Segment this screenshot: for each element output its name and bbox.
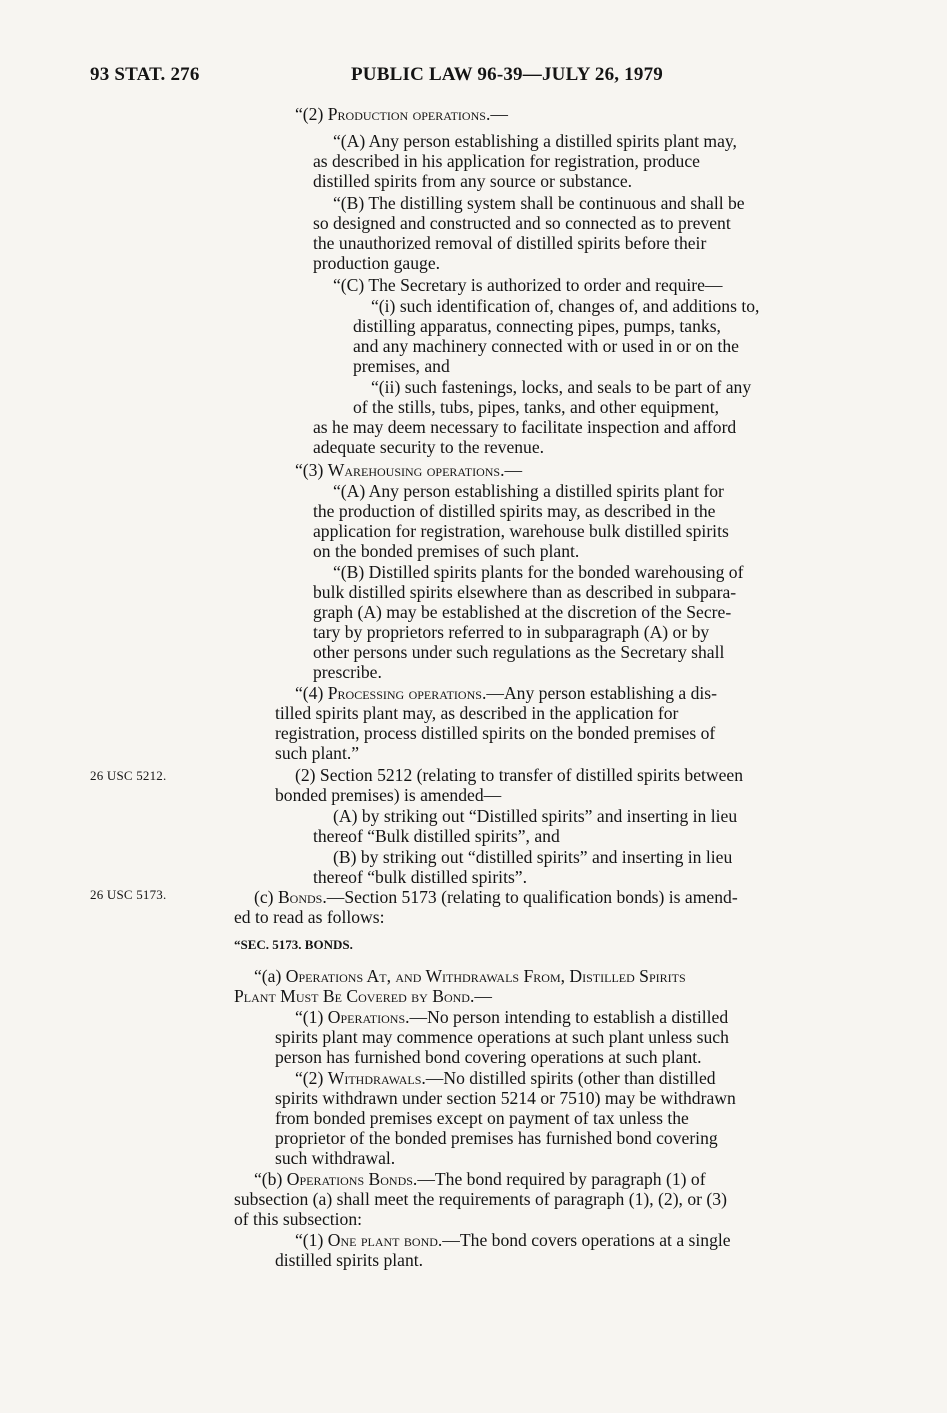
subpara-2a-line: distilled spirits from any source or substance. [313,171,633,191]
paragraph-3-heading: “(3) Warehousing operations.— [295,460,523,480]
paragraph-a2-line: from bonded premises except on payment of tax unless the [275,1108,689,1128]
subpara-2a-line: as described in his application for registration, produce [313,151,700,171]
clause-2c-i-line: “(i) such identification of, changes of, and additions to, [371,296,760,316]
paragraph-a1-line: “(1) Operations.—No person intending to establish a distilled [295,1007,729,1027]
paragraph-a1-line: person has furnished bond covering operations at such plant. [275,1047,702,1067]
subsection-b-line: subsection (a) shall meet the requirements of paragraph (1), (2), or (3) [234,1189,727,1209]
subpara-3a-line: application for registration, warehouse bulk distilled spirits [313,521,729,541]
subpara-2a-line: “(A) Any person establishing a distilled spirits plant may, [333,131,737,151]
amendment-2-line: bonded premises) is amended— [275,785,502,805]
margin-note-usc-5173: 26 USC 5173. [90,887,167,902]
clause-2c-i-line: premises, and [353,356,450,376]
subpara-2c-tail-line: as he may deem necessary to facilitate inspection and afford [313,417,737,437]
subpara-2b-line: the unauthorized removal of distilled spirits before their [313,233,707,253]
clause-2c-i-line: distilling apparatus, connecting pipes, pumps, tanks, [353,316,721,336]
amendment-2b-line: thereof “bulk distilled spirits”. [313,867,528,887]
subpara-3b-line: prescribe. [313,662,382,682]
paragraph-b1-line: “(1) One plant bond.—The bond covers operations at a single [295,1230,731,1250]
paragraph-4-line: registration, process distilled spirits on the bonded premises of [275,723,716,743]
amendment-2-line: (2) Section 5212 (relating to transfer of distilled spirits between [295,765,744,785]
amendment-2a-line: (A) by striking out “Distilled spirits” and inserting in lieu [333,806,738,826]
paragraph-4-line: such plant.” [275,743,360,763]
paragraph-a2-line: spirits withdrawn under section 5214 or 7510) may be withdrawn [275,1088,736,1108]
amendment-2a-line: thereof “Bulk distilled spirits”, and [313,826,560,846]
subpara-2c-line: “(C) The Secretary is authorized to order and require— [333,275,723,295]
subpara-3b-line: “(B) Distilled spirits plants for the bonded warehousing of [333,562,744,582]
paragraph-4-line: “(4) Processing operations.—Any person establishing a dis- [295,683,717,703]
margin-note-usc-5212: 26 USC 5212. [90,768,167,783]
page-stat-citation: 93 STAT. 276 [90,64,200,85]
page-running-title: PUBLIC LAW 96-39—JULY 26, 1979 [351,64,663,85]
subpara-3b-line: other persons under such regulations as the Secretary shall [313,642,725,662]
subsection-a-heading: Plant Must Be Covered by Bond.— [234,986,492,1006]
clause-2c-ii-line: “(ii) such fastenings, locks, and seals to be part of any [371,377,752,397]
paragraph-a2-line: “(2) Withdrawals.—No distilled spirits (other than distilled [295,1068,716,1088]
section-5173-heading: “SEC. 5173. BONDS. [234,937,353,952]
subpara-3b-line: bulk distilled spirits elsewhere than as described in subpara- [313,582,737,602]
paragraph-4-line: tilled spirits plant may, as described in the application for [275,703,679,723]
paragraph-a1-line: spirits plant may commence operations at such plant unless such [275,1027,729,1047]
subpara-3b-line: graph (A) may be established at the discretion of the Secre- [313,602,732,622]
subsection-b-line: of this subsection: [234,1209,363,1229]
subpara-3a-line: on the bonded premises of such plant. [313,541,580,561]
clause-2c-ii-line: of the stills, tubs, pipes, tanks, and other equipment, [353,397,719,417]
subpara-2b-line: so designed and constructed and so connected as to prevent [313,213,731,233]
subpara-2b-line: production gauge. [313,253,441,273]
subsection-b-line: “(b) Operations Bonds.—The bond required by paragraph (1) of [254,1169,706,1189]
clause-2c-i-line: and any machinery connected with or used in or on the [353,336,739,356]
subpara-2c-tail-line: adequate security to the revenue. [313,437,545,457]
paragraph-b1-line: distilled spirits plant. [275,1250,424,1270]
amendment-2b-line: (B) by striking out “distilled spirits” and inserting in lieu [333,847,733,867]
subsection-c-line: ed to read as follows: [234,907,385,927]
subpara-3a-line: “(A) Any person establishing a distilled spirits plant for [333,481,724,501]
paragraph-2-heading: “(2) Production operations.— [295,104,508,124]
subpara-3a-line: the production of distilled spirits may, as described in the [313,501,716,521]
subsection-c-line: (c) Bonds.—Section 5173 (relating to qualification bonds) is amend- [254,887,738,907]
paragraph-a2-line: such withdrawal. [275,1148,396,1168]
paragraph-a2-line: proprietor of the bonded premises has furnished bond covering [275,1128,718,1148]
subpara-3b-line: tary by proprietors referred to in subparagraph (A) or by [313,622,710,642]
subpara-2b-line: “(B) The distilling system shall be continuous and shall be [333,193,745,213]
subsection-a-heading: “(a) Operations At, and Withdrawals From, Distilled Spirits [254,966,686,986]
